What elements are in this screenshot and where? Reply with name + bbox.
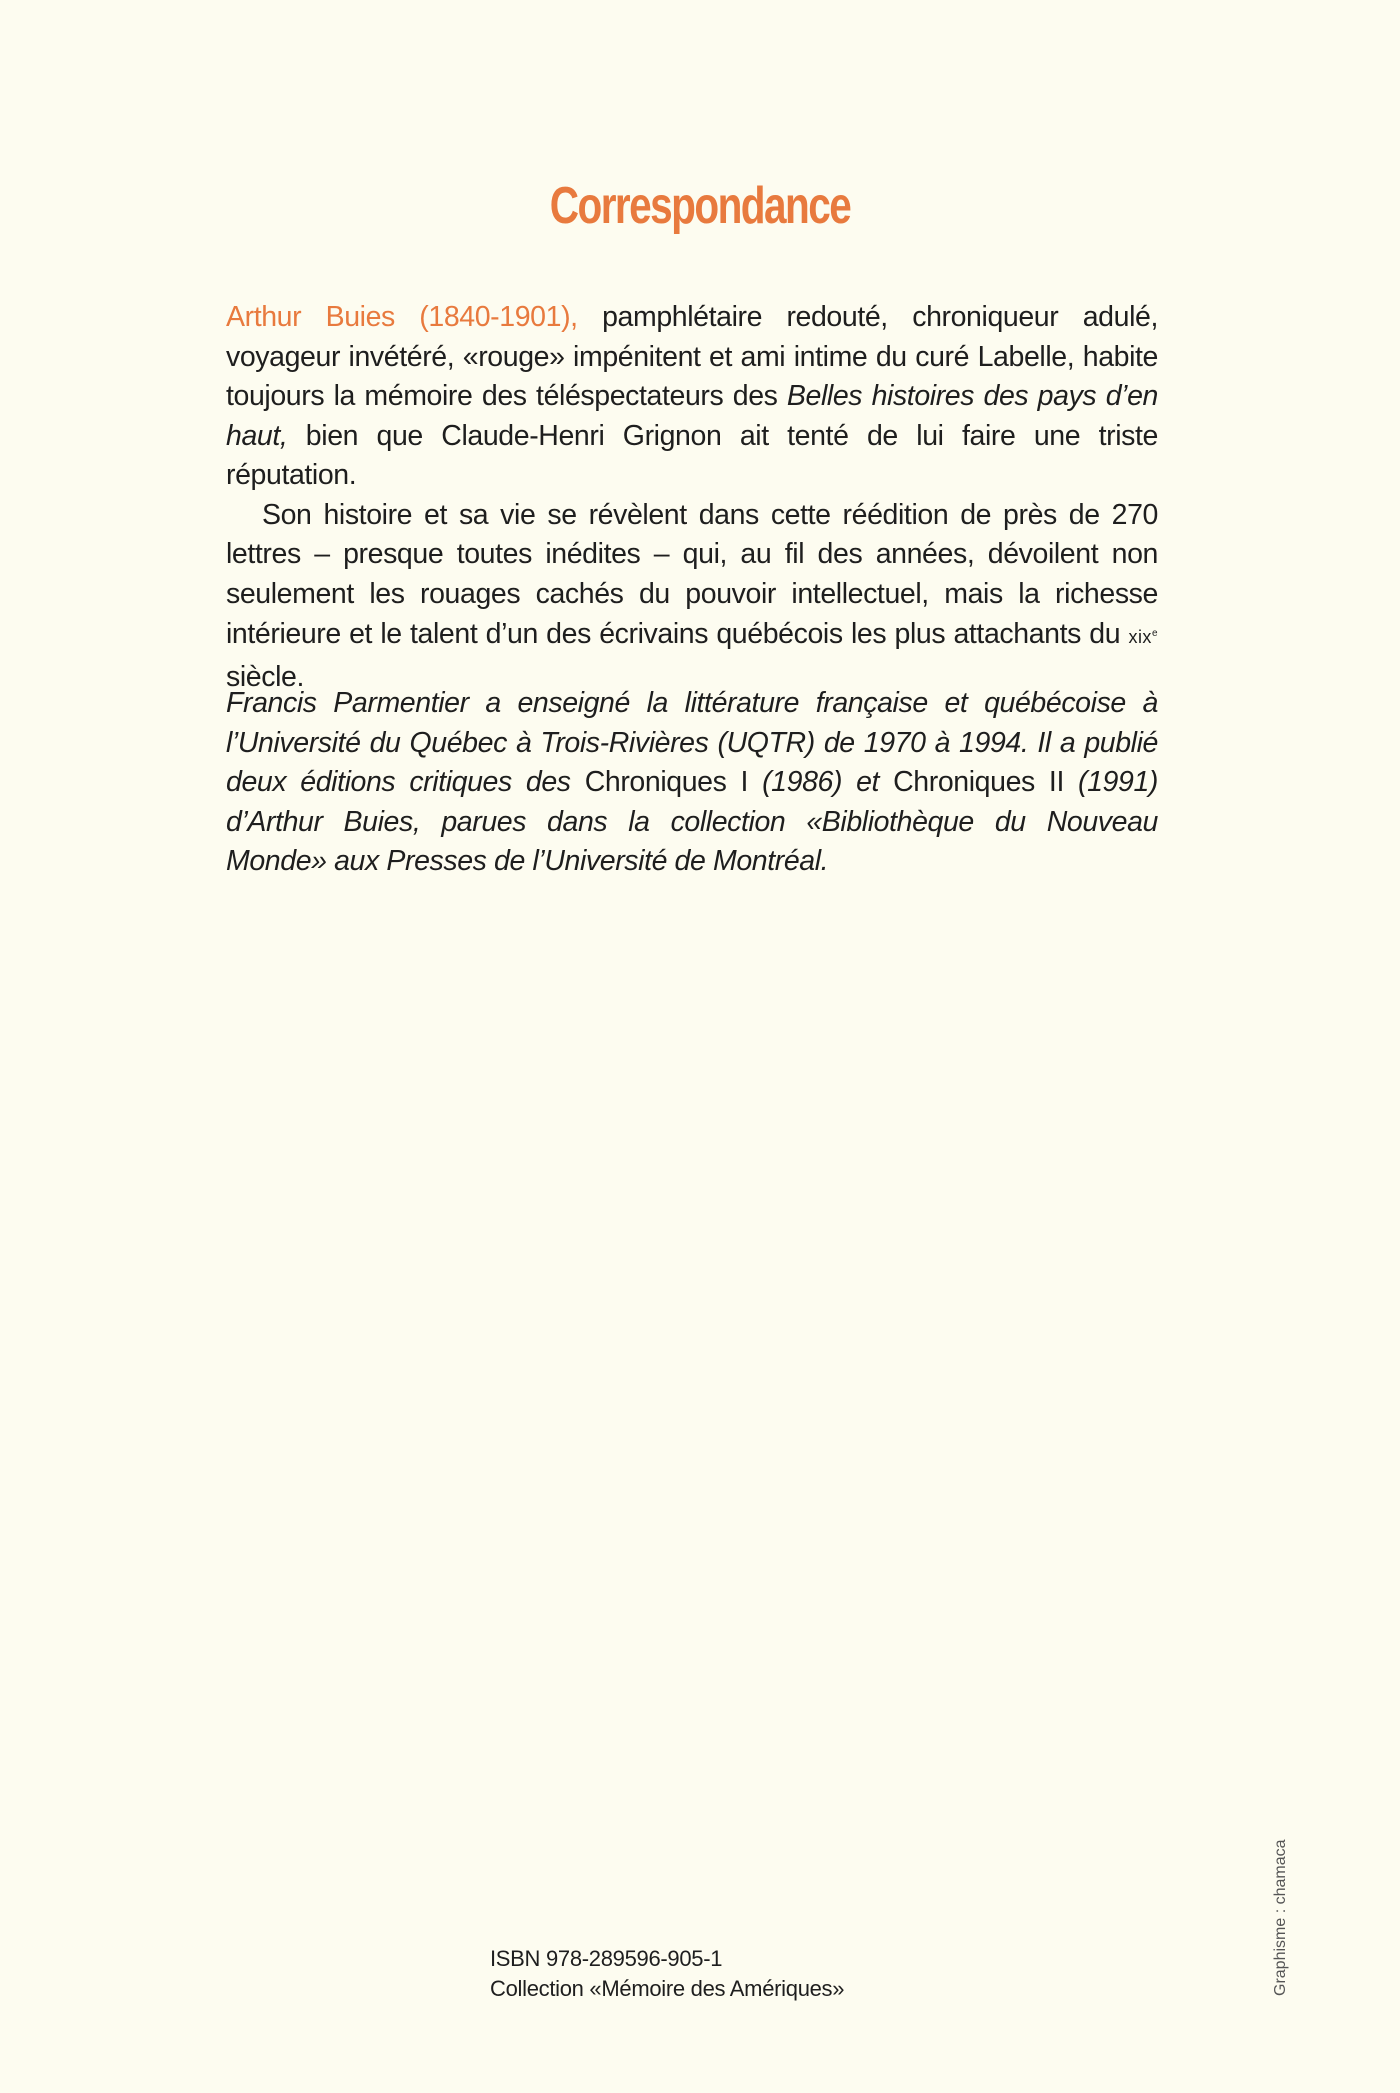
century-sup: e bbox=[1151, 628, 1158, 639]
book-summary bbox=[226, 298, 1158, 697]
isbn: ISBN 978-289596-905-1 bbox=[490, 1946, 723, 1971]
work-title-2: Chroniques II bbox=[893, 766, 1064, 798]
series-title: Belles histoires des pays d’en haut, bbox=[226, 380, 1158, 452]
bio-text: (1991) d’Arthur Buies, parues dans la collection «Bibliothèque du Nouveau Monde» aux Presses de l’Université de Montréal. bbox=[226, 766, 1158, 877]
publication-info bbox=[490, 1944, 844, 2004]
bio-text: (1986) et bbox=[748, 766, 894, 798]
collection-name: Collection «Mémoire des Amériques» bbox=[490, 1976, 845, 2001]
summary-text: siècle. bbox=[226, 660, 304, 693]
summary-text: Son histoire et sa vie se révèlent dans cette réédition de près de 270 lettres – presque toutes inédites – qui, au fil des années, dévoilent non seulement les rouages cachés du pouvoir intellectuel, mais la richesse intérieure et le talent d’un des écrivains québécois les plus attachants du bbox=[226, 498, 1158, 650]
century-roman: xix bbox=[1128, 627, 1152, 647]
page-title: Correspondance bbox=[549, 177, 851, 235]
bio-text: Francis Parmentier a enseigné la littérature française et québécoise à l’Université du Québec à Trois-Rivières (UQTR) de 1970 à 1994. Il a publié deux éditions critiques des bbox=[226, 687, 1158, 798]
design-credit: Graphisme : chamaca bbox=[1272, 1839, 1289, 1996]
author-name-highlight: Arthur Buies (1840-1901), bbox=[226, 301, 578, 333]
summary-paragraph-1 bbox=[226, 298, 1158, 496]
summary-text: pamphlétaire redouté, chroniqueur adulé, voyageur invétéré, «rouge» impénitent et ami intime du curé Labelle, habite toujours la mémoire des téléspectateurs des bbox=[226, 301, 1158, 412]
summary-text: bien que Claude-Henri Grignon ait tenté de lui faire une triste réputation. bbox=[226, 419, 1158, 491]
summary-paragraph-2 bbox=[226, 496, 1158, 698]
century-numeral bbox=[1128, 627, 1158, 647]
work-title-1: Chroniques I bbox=[584, 766, 749, 798]
author-bio bbox=[226, 684, 1158, 882]
